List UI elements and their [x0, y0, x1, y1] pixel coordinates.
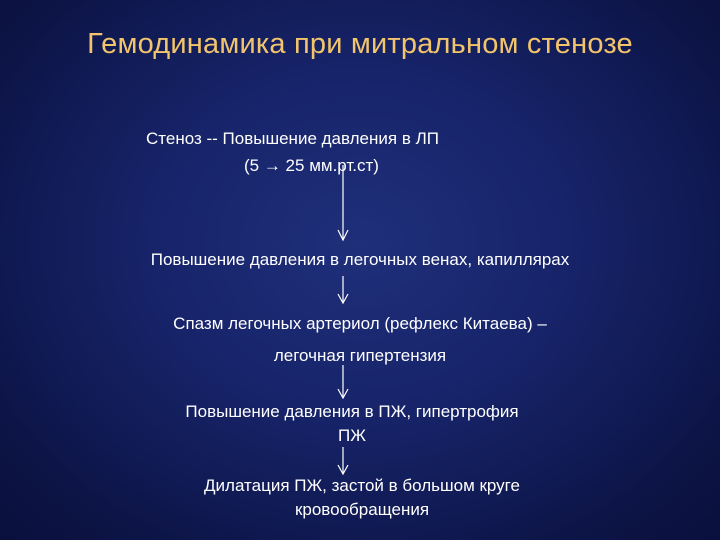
step5-line2: кровообращения — [294, 500, 430, 519]
arrow-2 — [338, 276, 348, 303]
step3-line1: Спазм легочных артериол (рефлекс Китаева) – — [173, 314, 547, 333]
step1-line1: Стеноз -- Повышение давления в ЛП — [146, 129, 439, 148]
step2-text: Повышение давления в легочных венах, капиллярах — [150, 250, 570, 269]
step5-line1: Дилатация ПЖ, застой в большом круге — [204, 476, 520, 495]
arrow-3 — [338, 365, 348, 398]
slide-title: Гемодинамика при митральном стенозе — [87, 28, 633, 60]
step1-line2: (5 → 25 мм.рт.ст) — [244, 156, 379, 175]
step4-line2: ПЖ — [338, 426, 366, 445]
step4-line1: Повышение давления в ПЖ, гипертрофия — [185, 402, 519, 421]
step3-line2: легочная гипертензия — [273, 346, 447, 365]
arrow-4 — [338, 447, 348, 474]
